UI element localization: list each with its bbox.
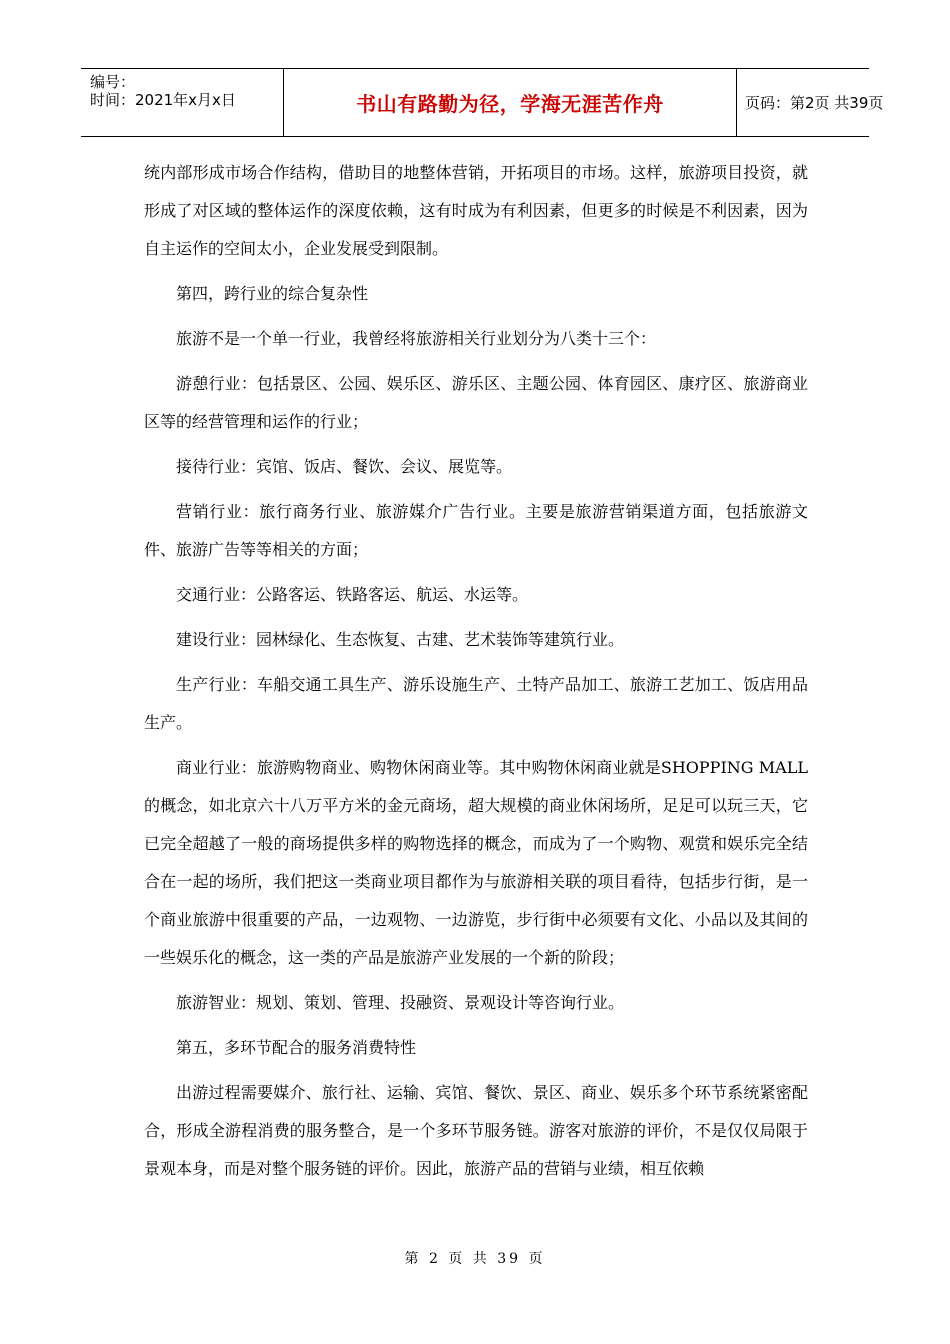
header-page-info: 页码：第2页 共39页	[745, 94, 884, 112]
document-body	[144, 154, 808, 1195]
paragraph: 统内部形成市场合作结构，借助目的地整体营销，开拓项目的市场。这样，旅游项目投资，就形成了对区域的整体运作的深度依赖，这有时成为有利因素，但更多的时候是不利因素，因为自主运作的空间太小，企业发展受到限制。	[144, 163, 808, 258]
paragraph: 出游过程需要媒介、旅行社、运输、宾馆、餐饮、景区、商业、娱乐多个环节系统紧密配合，形成全游程消费的服务整合，是一个多环节服务链。游客对旅游的评价，不是仅仅局限于景观本身，而是对整个服务链的评价。因此，旅游产品的营销与业绩，相互依赖	[144, 1083, 808, 1178]
list-item: 生产行业：车船交通工具生产、游乐设施生产、土特产品加工、旅游工艺加工、饭店用品生产。	[144, 675, 808, 732]
list-item: 旅游智业：规划、策划、管理、投融资、景观设计等咨询行业。	[176, 993, 625, 1012]
header-motto: 书山有路勤为径，学海无涯苦作舟	[356, 92, 664, 116]
list-item: 交通行业：公路客运、铁路客运、航运、水运等。	[176, 585, 529, 604]
list-item: 接待行业：宾馆、饭店、餐饮、会议、展览等。	[176, 457, 513, 476]
number-label: 编号：	[90, 73, 136, 91]
list-item: 建设行业：园林绿化、生态恢复、古建、艺术装饰等建筑行业。	[176, 630, 625, 649]
list-item: 商业行业：旅游购物商业、购物休闲商业等。其中购物休闲商业就是SHOPPING MALL的概念，如北京六十八万平方米的金元商场，超大规模的商业休闲场所，足足可以玩三天，它已完全超越了一般的商场提供多样的购物选择的概念，而成为了一个购物、观赏和娱乐完全结合在一起的场所，我们把这一类商业项目都作为与旅游相关联的项目看待，包括步行街，是一个商业旅游中很重要的产品，一边观物、一边游览，步行街中必须要有文化、小品以及其间的一些娱乐化的概念，这一类的产品是旅游产业发展的一个新的阶段；	[144, 758, 808, 967]
list-item: 营销行业：旅行商务行业、旅游媒介广告行业。主要是旅游营销渠道方面，包括旅游文件、旅游广告等等相关的方面；	[144, 502, 808, 559]
date-label: 时间：2021年x月x日	[90, 91, 236, 109]
list-item: 游憩行业：包括景区、公园、娱乐区、游乐区、主题公园、体育园区、康疗区、旅游商业区等的经营管理和运作的行业；	[144, 374, 808, 431]
section-heading: 第五，多环节配合的服务消费特性	[176, 1038, 417, 1057]
page-footer: 第 2 页 共 39 页	[404, 1251, 546, 1267]
header-motto-cell	[284, 69, 737, 136]
header-meta-cell	[81, 69, 284, 136]
section-heading: 第四，跨行业的综合复杂性	[176, 284, 369, 303]
paragraph: 旅游不是一个单一行业，我曾经将旅游相关行业划分为八类十三个：	[176, 329, 657, 348]
page-header	[81, 68, 884, 137]
